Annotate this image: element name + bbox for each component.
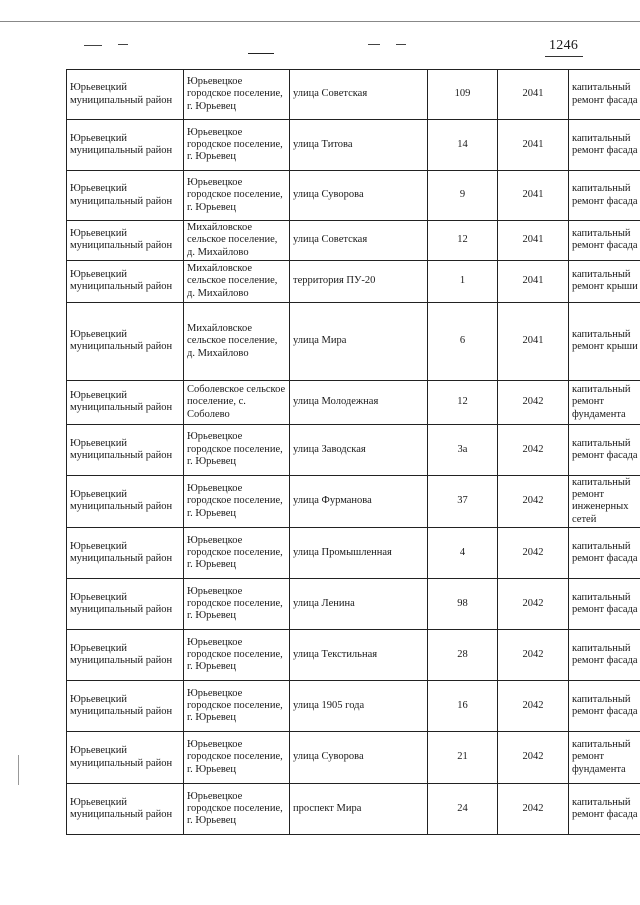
work-type-cell: капитальный ремонт фасада <box>569 528 640 579</box>
table-row <box>67 475 640 527</box>
house-number-cell: 4 <box>428 528 498 579</box>
street-cell: улица Советская <box>290 70 428 120</box>
district-cell: Юрьевецкий муниципальный район <box>67 302 184 380</box>
year-cell: 2042 <box>498 732 569 784</box>
district-cell: Юрьевецкий муниципальный район <box>67 221 184 261</box>
district-cell: Юрьевецкий муниципальный район <box>67 732 184 784</box>
district-cell: Юрьевецкий муниципальный район <box>67 171 184 221</box>
table-row <box>67 171 640 221</box>
work-type-cell: капитальный ремонт фундамента <box>569 732 640 784</box>
house-number-cell: 98 <box>428 579 498 630</box>
house-number-cell: 9 <box>428 171 498 221</box>
settlement-cell: Юрьевецкое городское поселение, г. Юрьевец <box>184 171 290 221</box>
settlement-cell: Михайловское сельское поселение, д. Михайлово <box>184 302 290 380</box>
house-number-cell: 109 <box>428 70 498 120</box>
house-number-cell: 24 <box>428 784 498 835</box>
street-cell: улица Суворова <box>290 732 428 784</box>
scan-artifact-line <box>0 21 640 22</box>
scan-artifact-line <box>18 755 19 785</box>
scan-artifact-line <box>118 44 128 45</box>
house-number-cell: 12 <box>428 221 498 261</box>
settlement-cell: Юрьевецкое городское поселение, г. Юрьевец <box>184 528 290 579</box>
settlement-cell: Юрьевецкое городское поселение, г. Юрьевец <box>184 732 290 784</box>
district-cell: Юрьевецкий муниципальный район <box>67 380 184 424</box>
work-type-cell: капитальный ремонт фасада <box>569 681 640 732</box>
table-row <box>67 302 640 380</box>
year-cell: 2041 <box>498 120 569 171</box>
street-cell: улица Титова <box>290 120 428 171</box>
street-cell: улица Мира <box>290 302 428 380</box>
table-row <box>67 630 640 681</box>
settlement-cell: Юрьевецкое городское поселение, г. Юрьевец <box>184 70 290 120</box>
year-cell: 2041 <box>498 302 569 380</box>
settlement-cell: Юрьевецкое городское поселение, г. Юрьевец <box>184 475 290 527</box>
district-cell: Юрьевецкий муниципальный район <box>67 784 184 835</box>
work-type-cell: капитальный ремонт фасада <box>569 221 640 261</box>
year-cell: 2042 <box>498 784 569 835</box>
table-row <box>67 70 640 120</box>
district-cell: Юрьевецкий муниципальный район <box>67 579 184 630</box>
street-cell: улица Ленина <box>290 579 428 630</box>
year-cell: 2041 <box>498 70 569 120</box>
district-cell: Юрьевецкий муниципальный район <box>67 70 184 120</box>
settlement-cell: Юрьевецкое городское поселение, г. Юрьевец <box>184 424 290 475</box>
street-cell: улица Молодежная <box>290 380 428 424</box>
year-cell: 2042 <box>498 528 569 579</box>
table-row <box>67 528 640 579</box>
house-number-cell: 16 <box>428 681 498 732</box>
house-number-cell: 14 <box>428 120 498 171</box>
work-type-cell: капитальный ремонт крыши <box>569 302 640 380</box>
table-row <box>67 120 640 171</box>
house-number-cell: 21 <box>428 732 498 784</box>
house-number-cell: 12 <box>428 380 498 424</box>
district-cell: Юрьевецкий муниципальный район <box>67 120 184 171</box>
street-cell: улица 1905 года <box>290 681 428 732</box>
page-number-underline <box>545 56 583 57</box>
settlement-cell: Михайловское сельское поселение, д. Михайлово <box>184 260 290 302</box>
housing-repair-table <box>66 69 640 835</box>
district-cell: Юрьевецкий муниципальный район <box>67 630 184 681</box>
year-cell: 2042 <box>498 424 569 475</box>
work-type-cell: капитальный ремонт фасада <box>569 579 640 630</box>
district-cell: Юрьевецкий муниципальный район <box>67 424 184 475</box>
house-number-cell: 28 <box>428 630 498 681</box>
year-cell: 2041 <box>498 260 569 302</box>
table-row <box>67 380 640 424</box>
settlement-cell: Юрьевецкое городское поселение, г. Юрьевец <box>184 579 290 630</box>
work-type-cell: капитальный ремонт фасада <box>569 630 640 681</box>
work-type-cell: капитальный ремонт фасада <box>569 120 640 171</box>
scan-artifact-line <box>248 53 274 54</box>
street-cell: улица Текстильная <box>290 630 428 681</box>
street-cell: улица Советская <box>290 221 428 261</box>
street-cell: территория ПУ-20 <box>290 260 428 302</box>
street-cell: улица Промышленная <box>290 528 428 579</box>
street-cell: улица Фурманова <box>290 475 428 527</box>
year-cell: 2041 <box>498 171 569 221</box>
table-row <box>67 424 640 475</box>
year-cell: 2042 <box>498 475 569 527</box>
settlement-cell: Юрьевецкое городское поселение, г. Юрьевец <box>184 681 290 732</box>
scan-artifact-line <box>84 45 102 46</box>
scan-artifact-line <box>368 44 380 45</box>
table-row <box>67 221 640 261</box>
settlement-cell: Юрьевецкое городское поселение, г. Юрьевец <box>184 784 290 835</box>
year-cell: 2042 <box>498 579 569 630</box>
work-type-cell: капитальный ремонт инженерных сетей <box>569 475 640 527</box>
table-row <box>67 784 640 835</box>
house-number-cell: 1 <box>428 260 498 302</box>
district-cell: Юрьевецкий муниципальный район <box>67 475 184 527</box>
page-number: 1246 <box>549 38 579 53</box>
work-type-cell: капитальный ремонт фасада <box>569 424 640 475</box>
year-cell: 2042 <box>498 380 569 424</box>
district-cell: Юрьевецкий муниципальный район <box>67 528 184 579</box>
year-cell: 2042 <box>498 630 569 681</box>
district-cell: Юрьевецкий муниципальный район <box>67 260 184 302</box>
scan-artifact-line <box>396 44 406 45</box>
work-type-cell: капитальный ремонт фасада <box>569 70 640 120</box>
district-cell: Юрьевецкий муниципальный район <box>67 681 184 732</box>
work-type-cell: капитальный ремонт фундамента <box>569 380 640 424</box>
house-number-cell: 3а <box>428 424 498 475</box>
table-body <box>67 70 640 835</box>
house-number-cell: 37 <box>428 475 498 527</box>
year-cell: 2041 <box>498 221 569 261</box>
table-row <box>67 260 640 302</box>
settlement-cell: Соболевское сельское поселение, с. Соболево <box>184 380 290 424</box>
settlement-cell: Юрьевецкое городское поселение, г. Юрьевец <box>184 120 290 171</box>
table-row <box>67 681 640 732</box>
street-cell: проспект Мира <box>290 784 428 835</box>
table-row <box>67 732 640 784</box>
street-cell: улица Суворова <box>290 171 428 221</box>
street-cell: улица Заводская <box>290 424 428 475</box>
year-cell: 2042 <box>498 681 569 732</box>
work-type-cell: капитальный ремонт фасада <box>569 171 640 221</box>
settlement-cell: Юрьевецкое городское поселение, г. Юрьевец <box>184 630 290 681</box>
work-type-cell: капитальный ремонт фасада <box>569 784 640 835</box>
house-number-cell: 6 <box>428 302 498 380</box>
table-row <box>67 579 640 630</box>
settlement-cell: Михайловское сельское поселение, д. Михайлово <box>184 221 290 261</box>
work-type-cell: капитальный ремонт крыши <box>569 260 640 302</box>
